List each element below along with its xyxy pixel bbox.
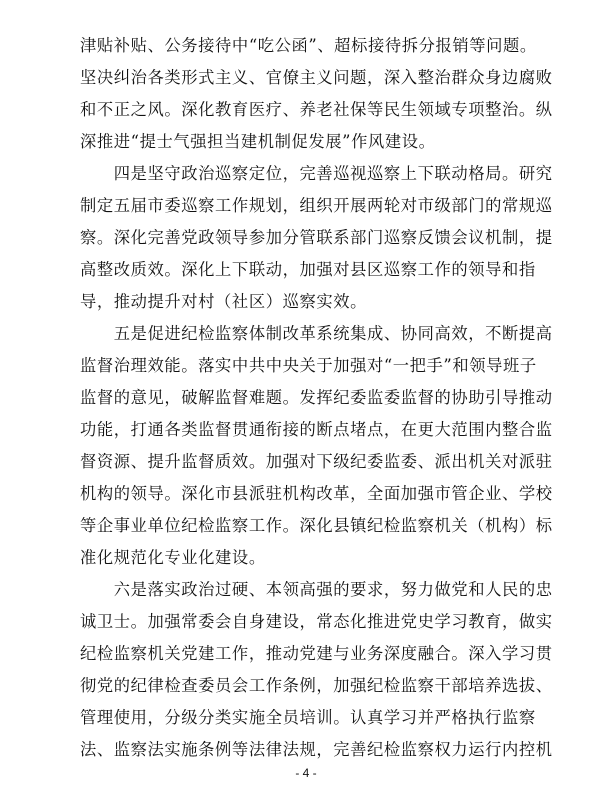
text-line-14: 督资源、提升监督质效。加强对下级纪委监委、派出机关对派驻	[80, 452, 553, 471]
text-line-1: 津贴补贴、公务接待中“吃公函”、超标接待拆分报销等问题。	[80, 36, 537, 55]
text-line-5: 四是坚守政治巡察定位，完善巡视巡察上下联动格局。研究	[80, 164, 553, 183]
text-line-16: 等企事业单位纪检监察工作。深化县镇纪检监察机关（机构）标	[80, 516, 553, 535]
text-line-23: 法、监察法实施条例等法律法规，完善纪检监察权力运行内控机	[80, 740, 553, 759]
text-line-3: 和不正之风。深化教育医疗、养老社保等民生领域专项整治。纵	[80, 100, 553, 119]
text-line-7: 察。深化完善党政领导参加分管联系部门巡察反馈会议机制，提	[80, 228, 553, 247]
text-line-22: 管理使用，分级分类实施全员培训。认真学习并严格执行监察	[80, 708, 536, 727]
page-number: - 4 -	[295, 766, 317, 780]
text-line-21: 彻党的纪律检查委员会工作条例，加强纪检监察干部培养选拔、	[80, 676, 553, 695]
text-line-10: 五是促进纪检监察体制改革系统集成、协同高效，不断提高	[80, 324, 553, 343]
text-line-13: 功能，打通各类监督贯通衔接的断点堵点，在更大范围内整合监	[80, 420, 553, 439]
text-line-18: 六是落实政治过硬、本领高强的要求，努力做党和人民的忠	[80, 580, 553, 599]
text-line-6: 制定五届市委巡察工作规划，组织开展两轮对市级部门的常规巡	[80, 196, 553, 215]
text-line-15: 机构的领导。深化市县派驻机构改革，全面加强市管企业、学校	[80, 484, 553, 503]
text-line-4: 深推进“提士气强担当建机制促发展”作风建设。	[80, 132, 436, 151]
text-line-17: 准化规范化专业化建设。	[80, 548, 266, 567]
text-line-12: 监督的意见，破解监督难题。发挥纪委监委监督的协助引导推动	[80, 388, 553, 407]
text-line-19: 诚卫士。加强常委会自身建设，常态化推进党史学习教育，做实	[80, 612, 553, 631]
text-line-11: 监督治理效能。落实中共中央关于加强对“一把手”和领导班子	[80, 356, 537, 375]
text-line-2: 坚决纠治各类形式主义、官僚主义问题，深入整治群众身边腐败	[80, 68, 553, 87]
text-line-9: 导，推动提升对村（社区）巡察实效。	[80, 292, 367, 311]
text-line-8: 高整改质效。深化上下联动，加强对县区巡察工作的领导和指	[80, 260, 536, 279]
text-line-20: 纪检监察机关党建工作，推动党建与业务深度融合。深入学习贯	[80, 644, 553, 663]
